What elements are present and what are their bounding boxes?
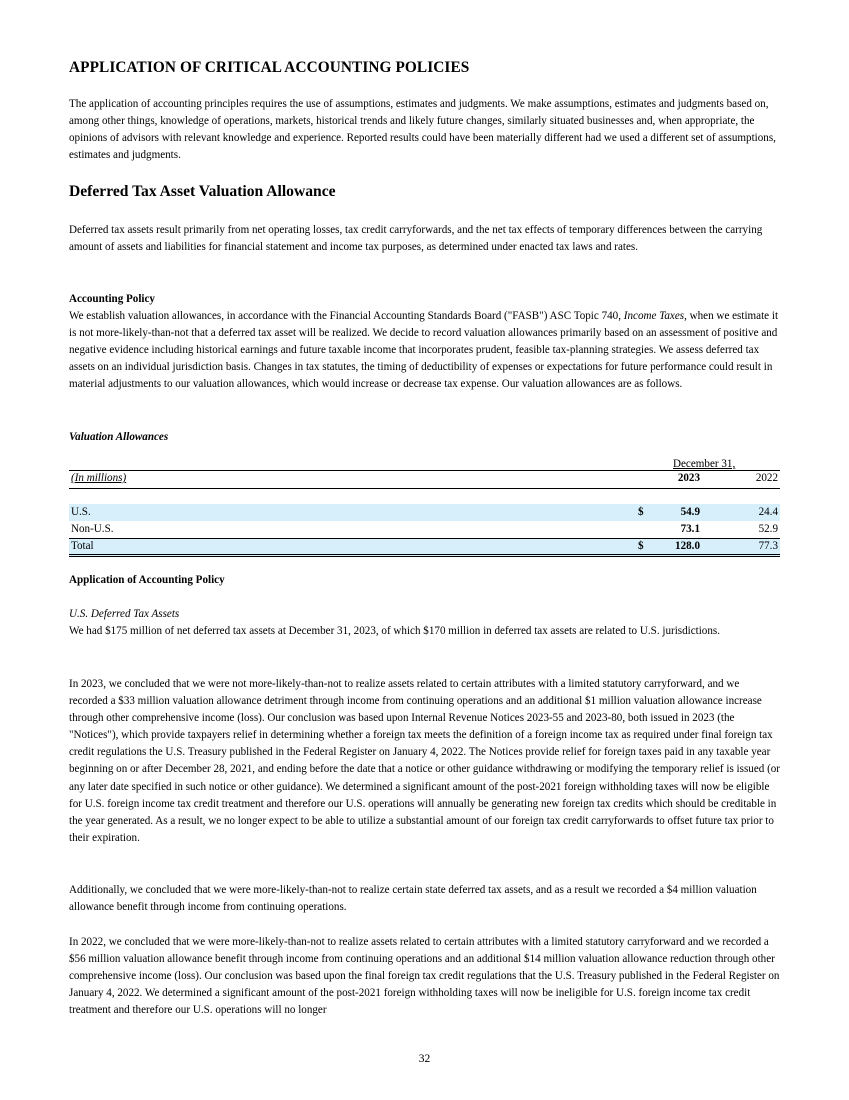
us-paragraph-3: Additionally, we concluded that we were more-likely-than-not to realize certain state deferred tax assets, and as a result we recorded a $4 million valuation allowance benefit through income from continuing operations. [69,884,757,914]
intro-paragraph: The application of accounting principles requires the use of assumptions, estimates and judgments. We make assumptions, estimates and judgments based on, among other things, knowledge of operations, markets, historical trends and likely future changes, similarly situated businesses and, when appropriate, the opinions of advisors with relevant knowledge and experience. Reported results could have been materially different had we used a different set of assumptions, estimates and judgments. [69,98,776,162]
year-2022-header: 2022 [755,472,778,484]
table-header-row [69,470,780,489]
unit-label: (In millions) [71,472,127,484]
us-block [69,606,780,640]
row-value-2022: 52.9 [758,523,778,535]
policy-text-b: , when we estimate it is not more-likely-than-not that a deferred tax asset will be realized. We decide to record valuation allowances primarily based on an assessment of positive and negative evidence including historical earnings and future taxable income that incorporates prudent, feasible tax-planning strategies. We assess deferred tax assets on an individual jurisdiction basis. Changes in tax statutes, the timing of deductibility of expenses or expectations for future performance could result in material adjustments to our valuation allowances, which would increase or decrease tax expense. Our valuation allowances are as follows. [69,310,779,391]
section-title: Deferred Tax Asset Valuation Allowance [69,183,336,200]
us-subheading: U.S. Deferred Tax Assets [69,608,180,620]
us-paragraph-4: In 2022, we concluded that we were more-likely-than-not to realize assets related to certain attributes with a limited statutory carryforward and we recorded a $56 million valuation allowance benefit through income from continuing operations and an additional $14 million valuation allowance reduction through other comprehensive income (loss). Our conclusion was based upon the final foreign tax credit regulations that the U.S. Treasury published in the Federal Register on January 4, 2022. We determined a significant amount of the post-2021 foreign withholding taxes will now be ineligible for U.S. foreign income tax credit treatment and therefore our U.S. operations will no longer [69,936,780,1017]
row-dollar: $ [638,506,644,518]
policy-block [69,291,780,394]
period-header: December 31, [673,458,736,470]
page-number: 32 [418,1053,431,1065]
row-value-2022: 24.4 [758,506,778,518]
row-value-2023: 73.1 [680,523,700,535]
policy-heading: Accounting Policy [69,293,155,305]
us-paragraph-2: In 2023, we concluded that we were not more-likely-than-not to realize assets related to certain attributes with a limited statutory carryforward, and we recorded a $33 million valuation allowance detriment through income from continuing operations and an additional $1 million valuation allowance increase through other comprehensive income (loss). Our conclusion was based upon Internal Revenue Notices 2023-55 and 2023-80, both issued in 2023 (the "Notices"), which provide taxpayers relief in determining whether a foreign tax meets the definition of a foreign income tax as required under final foreign tax credit regulations the U.S. Treasury published in the Federal Register on January 4, 2022. The Notices provide relief for foreign taxes paid in any taxable year beginning on or after December 28, 2021, and ending before the date that a notice or other guidance withdrawing or modifying the temporary relief is issued (or any later date specified in such notice or other guidance). We determined a significant amount of the post-2021 foreign withholding taxes will now be eligible for U.S. foreign income tax credit treatment and therefore our U.S. operations will annually be generating new foreign tax credits which should be creditable in the year generated. As a result, we no longer expect to be able to utilize a substantial amount of our foreign tax credit carryforwards to offset future tax prior to their expiration. [69,678,781,844]
page-heading: APPLICATION OF CRITICAL ACCOUNTING POLICIES [69,59,470,76]
row-dollar: $ [638,540,644,552]
section-intro-paragraph: Deferred tax assets result primarily from net operating losses, tax credit carryforwards, and the net tax effects of temporary differences between the carrying amount of assets and liabilities for financial statement and income tax purposes, as determined under enacted tax laws and rates. [69,224,763,254]
row-value-2023: 128.0 [675,540,700,552]
policy-paragraph [69,308,780,393]
table-title: Valuation Allowances [69,431,169,443]
table-row [69,504,780,521]
policy-text-italic: Income Taxes [623,310,685,323]
row-value-2023: 54.9 [680,506,700,518]
row-label: U.S. [71,506,91,518]
year-2023-header: 2023 [677,472,700,484]
row-label: Non-U.S. [71,523,114,535]
row-value-2022: 77.3 [758,540,778,552]
us-paragraph-1: We had $175 million of net deferred tax assets at December 31, 2023, of which $170 million in deferred tax assets are related to U.S. jurisdictions. [69,625,720,638]
row-label: Total [71,540,94,552]
application-heading: Application of Accounting Policy [69,574,225,586]
table-row-total [69,539,780,557]
table-row [69,521,780,539]
policy-text-a: We establish valuation allowances, in accordance with the Financial Accounting Standards Board ("FASB") ASC Topic 740, [69,310,621,323]
